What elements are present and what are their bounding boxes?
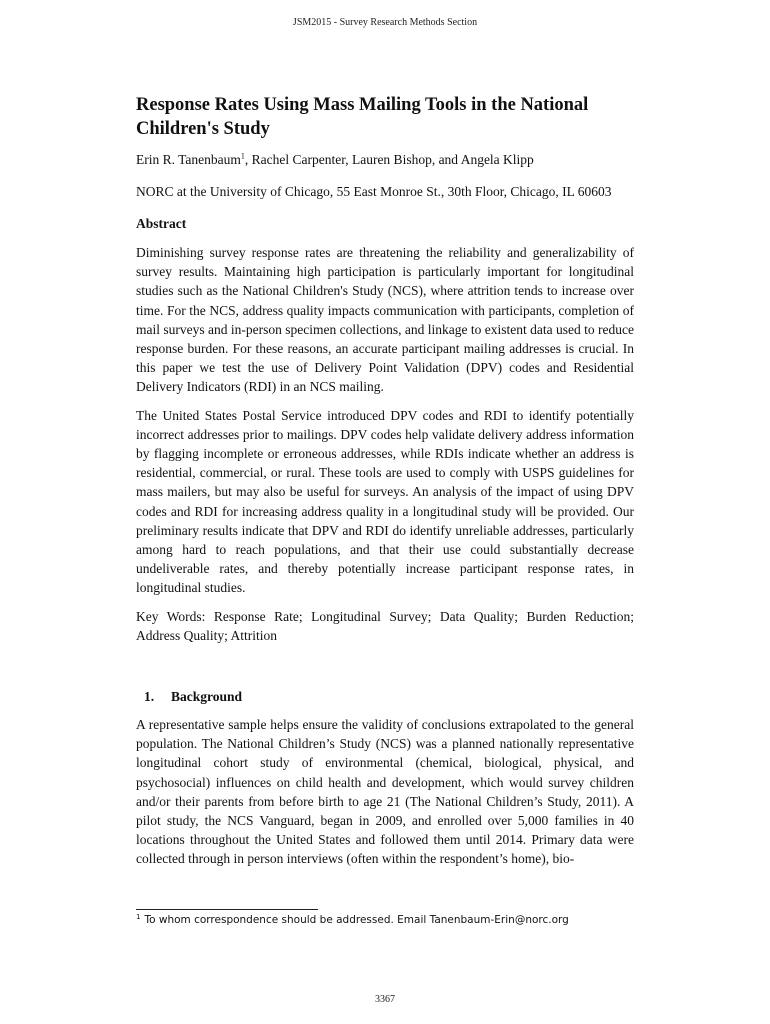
abstract-paragraph-1: Diminishing survey response rates are threatening the reliability and generalizability of survey results. Maintaining high participation is particularly important for longitudinal studies such as the National Children's Study (NCS), where attrition tends to increase over time. For the NCS, address quality impacts communication with participants, completion of mail surveys and in-person specimen collections, and linkage to existent data used to reduce response burden. For these reasons, an accurate participant mailing addresses is crucial. In this paper we test the use of Delivery Point Validation (DPV) codes and Residential Delivery Indicators (RDI) in an NCS mailing. xyxy=(136,245,634,395)
abstract-heading: Abstract xyxy=(136,216,187,231)
affiliation: NORC at the University of Chicago, 55 East Monroe St., 30th Floor, Chicago, IL 60603 xyxy=(136,184,612,199)
running-head: JSM2015 - Survey Research Methods Section xyxy=(292,17,478,28)
paper-title: Response Rates Using Mass Mailing Tools in the National Children's Study xyxy=(136,95,589,139)
keywords: Key Words: Response Rate; Longitudinal Survey; Data Quality; Burden Reduction; Address Quality; Attrition xyxy=(136,608,634,643)
coauthors: , Rachel Carpenter, Lauren Bishop, and Angela Klipp xyxy=(244,152,534,167)
background-paragraph: A representative sample helps ensure the validity of conclusions extrapolated to the general population. The National Children’s Study (NCS) was a planned nationally representative longitudinal cohort study of environmental (chemical, biological, physical, and psychosocial) influences on child health and development, which would survey children and/or their parents from before birth to age 21 (The National Children’s Study, 2011). A pilot study, the NCS Vanguard, began in 2009, and enrolled over 5,000 families in 40 locations throughout the United States and followed them until 2014. Primary data were collected through in person interviews (often within the respondent’s home), bio- xyxy=(136,717,634,867)
page-number: 3367 xyxy=(375,994,395,1005)
section-title: Background xyxy=(171,689,243,705)
footnote-marker: 1 xyxy=(136,912,141,921)
footnote xyxy=(136,914,569,926)
first-author: Erin R. Tanenbaum xyxy=(136,152,241,167)
footnote-text: To whom correspondence should be addressed. Email Tanenbaum-Erin@norc.org xyxy=(144,914,569,926)
paper-content xyxy=(136,93,634,878)
abstract-paragraph-2: The United States Postal Service introduced DPV codes and RDI to identify potentially incorrect addresses prior to mailings. DPV codes help validate delivery address information by flagging incomplete or erroneous addresses, while RDIs indicate whether an address is residential, commercial, or rural. These tools are used to comply with USPS guidelines for mass mailers, but may also be useful for surveys. An analysis of the impact of using DPV codes and RDI for increasing address quality in a longitudinal study will be provided. Our preliminary results indicate that DPV and RDI do identify unreliable addresses, particularly among hard to reach populations, and that their use could substantially decrease undeliverable rates, and thereby potentially increase participant response rates, in longitudinal studies. xyxy=(136,407,634,596)
footnote-divider xyxy=(136,909,318,910)
author-list xyxy=(136,150,634,170)
section-number: 1. xyxy=(144,689,155,705)
author-footnote-marker: 1 xyxy=(240,151,245,161)
section-heading-background xyxy=(136,687,634,707)
